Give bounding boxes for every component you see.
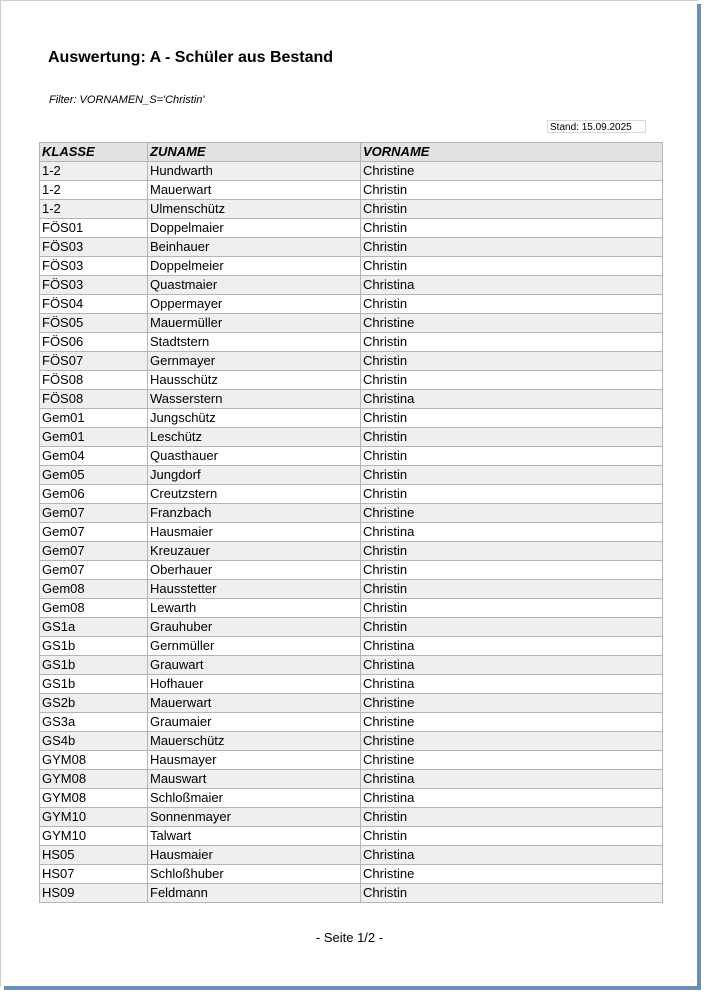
cell-vorname: Christine (361, 732, 663, 751)
cell-vorname: Christin (361, 352, 663, 371)
table-body (40, 162, 663, 903)
cell-vorname: Christina (361, 390, 663, 409)
cell-zuname: Grauhuber (148, 618, 361, 637)
cell-zuname: Gernmayer (148, 352, 361, 371)
cell-klasse: FÖS06 (40, 333, 148, 352)
cell-klasse: FÖS07 (40, 352, 148, 371)
cell-zuname: Hausmaier (148, 846, 361, 865)
cell-zuname: Creutzstern (148, 485, 361, 504)
cell-zuname: Grauwart (148, 656, 361, 675)
cell-vorname: Christin (361, 219, 663, 238)
cell-zuname: Mauerwart (148, 181, 361, 200)
cell-vorname: Christin (361, 257, 663, 276)
cell-zuname: Oberhauer (148, 561, 361, 580)
cell-vorname: Christin (361, 238, 663, 257)
filter-text: Filter: VORNAMEN_S='Christin' (49, 94, 205, 106)
cell-zuname: Doppelmeier (148, 257, 361, 276)
cell-klasse: Gem07 (40, 542, 148, 561)
table-row (40, 542, 663, 561)
cell-klasse: FÖS01 (40, 219, 148, 238)
table-row (40, 276, 663, 295)
cell-vorname: Christin (361, 409, 663, 428)
cell-vorname: Christin (361, 580, 663, 599)
cell-klasse: HS09 (40, 884, 148, 903)
cell-klasse: GS2b (40, 694, 148, 713)
cell-zuname: Oppermayer (148, 295, 361, 314)
cell-vorname: Christin (361, 371, 663, 390)
cell-zuname: Graumaier (148, 713, 361, 732)
cell-vorname: Christin (361, 466, 663, 485)
cell-zuname: Ulmenschütz (148, 200, 361, 219)
cell-klasse: GS1b (40, 637, 148, 656)
cell-vorname: Christin (361, 428, 663, 447)
cell-zuname: Doppelmaier (148, 219, 361, 238)
cell-zuname: Stadtstern (148, 333, 361, 352)
table-row (40, 599, 663, 618)
table-row (40, 580, 663, 599)
cell-vorname: Christin (361, 333, 663, 352)
cell-zuname: Wasserstern (148, 390, 361, 409)
column-header-vorname: VORNAME (361, 143, 663, 162)
cell-vorname: Christin (361, 561, 663, 580)
cell-klasse: 1-2 (40, 181, 148, 200)
cell-klasse: HS07 (40, 865, 148, 884)
cell-vorname: Christin (361, 808, 663, 827)
report-title: Auswertung: A - Schüler aus Bestand (48, 49, 334, 66)
cell-vorname: Christine (361, 751, 663, 770)
cell-vorname: Christina (361, 675, 663, 694)
cell-vorname: Christin (361, 618, 663, 637)
page-shadow-bottom (4, 986, 701, 990)
cell-vorname: Christina (361, 846, 663, 865)
cell-vorname: Christine (361, 314, 663, 333)
cell-klasse: GS1b (40, 656, 148, 675)
cell-zuname: Hausstetter (148, 580, 361, 599)
table-row (40, 865, 663, 884)
table-row (40, 656, 663, 675)
student-table (39, 142, 663, 903)
cell-zuname: Leschütz (148, 428, 361, 447)
cell-klasse: Gem07 (40, 561, 148, 580)
cell-vorname: Christina (361, 523, 663, 542)
cell-vorname: Christine (361, 713, 663, 732)
table-row (40, 713, 663, 732)
table-row (40, 371, 663, 390)
cell-klasse: Gem01 (40, 409, 148, 428)
cell-vorname: Christine (361, 694, 663, 713)
cell-zuname: Kreuzauer (148, 542, 361, 561)
cell-klasse: GS4b (40, 732, 148, 751)
cell-klasse: FÖS03 (40, 238, 148, 257)
table-row (40, 295, 663, 314)
cell-klasse: GYM08 (40, 789, 148, 808)
cell-vorname: Christine (361, 504, 663, 523)
table-row (40, 618, 663, 637)
cell-klasse: Gem06 (40, 485, 148, 504)
cell-vorname: Christina (361, 656, 663, 675)
cell-klasse: Gem07 (40, 523, 148, 542)
cell-vorname: Christina (361, 276, 663, 295)
cell-klasse: GYM10 (40, 808, 148, 827)
table-row (40, 637, 663, 656)
cell-klasse: Gem01 (40, 428, 148, 447)
table-row (40, 162, 663, 181)
cell-vorname: Christin (361, 827, 663, 846)
table-row (40, 447, 663, 466)
table-row (40, 181, 663, 200)
page-number: - Seite 1/2 - (315, 930, 384, 945)
table-row (40, 428, 663, 447)
cell-zuname: Mauswart (148, 770, 361, 789)
cell-vorname: Christin (361, 200, 663, 219)
cell-klasse: GYM10 (40, 827, 148, 846)
table-row (40, 561, 663, 580)
cell-klasse: Gem05 (40, 466, 148, 485)
cell-zuname: Hausschütz (148, 371, 361, 390)
cell-zuname: Franzbach (148, 504, 361, 523)
cell-zuname: Talwart (148, 827, 361, 846)
cell-vorname: Christin (361, 542, 663, 561)
cell-vorname: Christin (361, 599, 663, 618)
table-row (40, 789, 663, 808)
cell-zuname: Quasthauer (148, 447, 361, 466)
cell-zuname: Mauerschütz (148, 732, 361, 751)
table-row (40, 238, 663, 257)
cell-klasse: FÖS03 (40, 276, 148, 295)
table-row (40, 314, 663, 333)
cell-vorname: Christin (361, 447, 663, 466)
table-row (40, 219, 663, 238)
column-header-zuname: ZUNAME (148, 143, 361, 162)
cell-vorname: Christina (361, 789, 663, 808)
cell-zuname: Hofhauer (148, 675, 361, 694)
cell-zuname: Schloßhuber (148, 865, 361, 884)
cell-klasse: Gem07 (40, 504, 148, 523)
table-row (40, 846, 663, 865)
cell-vorname: Christin (361, 485, 663, 504)
table-row (40, 485, 663, 504)
cell-zuname: Sonnenmayer (148, 808, 361, 827)
table-row (40, 770, 663, 789)
cell-klasse: GS1b (40, 675, 148, 694)
stand-date: Stand: 15.09.2025 (547, 120, 646, 133)
cell-klasse: FÖS05 (40, 314, 148, 333)
cell-vorname: Christin (361, 181, 663, 200)
cell-vorname: Christina (361, 770, 663, 789)
cell-vorname: Christin (361, 884, 663, 903)
cell-klasse: FÖS08 (40, 390, 148, 409)
cell-klasse: GS1a (40, 618, 148, 637)
table-row (40, 257, 663, 276)
cell-klasse: FÖS03 (40, 257, 148, 276)
cell-zuname: Feldmann (148, 884, 361, 903)
cell-zuname: Hausmayer (148, 751, 361, 770)
cell-vorname: Christine (361, 162, 663, 181)
table-row (40, 390, 663, 409)
cell-zuname: Gernmüller (148, 637, 361, 656)
cell-zuname: Lewarth (148, 599, 361, 618)
cell-klasse: Gem08 (40, 580, 148, 599)
column-header-klasse: KLASSE (40, 143, 148, 162)
table-row (40, 827, 663, 846)
cell-zuname: Jungdorf (148, 466, 361, 485)
table-row (40, 884, 663, 903)
cell-klasse: Gem04 (40, 447, 148, 466)
table-row (40, 751, 663, 770)
cell-klasse: 1-2 (40, 200, 148, 219)
table-row (40, 504, 663, 523)
table-row (40, 333, 663, 352)
cell-zuname: Beinhauer (148, 238, 361, 257)
cell-vorname: Christina (361, 637, 663, 656)
table-row (40, 352, 663, 371)
cell-klasse: FÖS08 (40, 371, 148, 390)
cell-klasse: Gem08 (40, 599, 148, 618)
cell-zuname: Mauerwart (148, 694, 361, 713)
table-row (40, 466, 663, 485)
table-row (40, 675, 663, 694)
table-row (40, 200, 663, 219)
cell-zuname: Jungschütz (148, 409, 361, 428)
table-row (40, 409, 663, 428)
cell-zuname: Mauermüller (148, 314, 361, 333)
cell-zuname: Hundwarth (148, 162, 361, 181)
cell-klasse: HS05 (40, 846, 148, 865)
cell-klasse: GYM08 (40, 770, 148, 789)
cell-zuname: Hausmaier (148, 523, 361, 542)
cell-zuname: Schloßmaier (148, 789, 361, 808)
table-row (40, 694, 663, 713)
table-row (40, 523, 663, 542)
cell-klasse: 1-2 (40, 162, 148, 181)
cell-zuname: Quastmaier (148, 276, 361, 295)
cell-vorname: Christin (361, 295, 663, 314)
page-shadow-right (697, 4, 701, 989)
cell-vorname: Christine (361, 865, 663, 884)
cell-klasse: FÖS04 (40, 295, 148, 314)
table-header-row (40, 143, 663, 162)
table-row (40, 808, 663, 827)
table-row (40, 732, 663, 751)
cell-klasse: GYM08 (40, 751, 148, 770)
cell-klasse: GS3a (40, 713, 148, 732)
